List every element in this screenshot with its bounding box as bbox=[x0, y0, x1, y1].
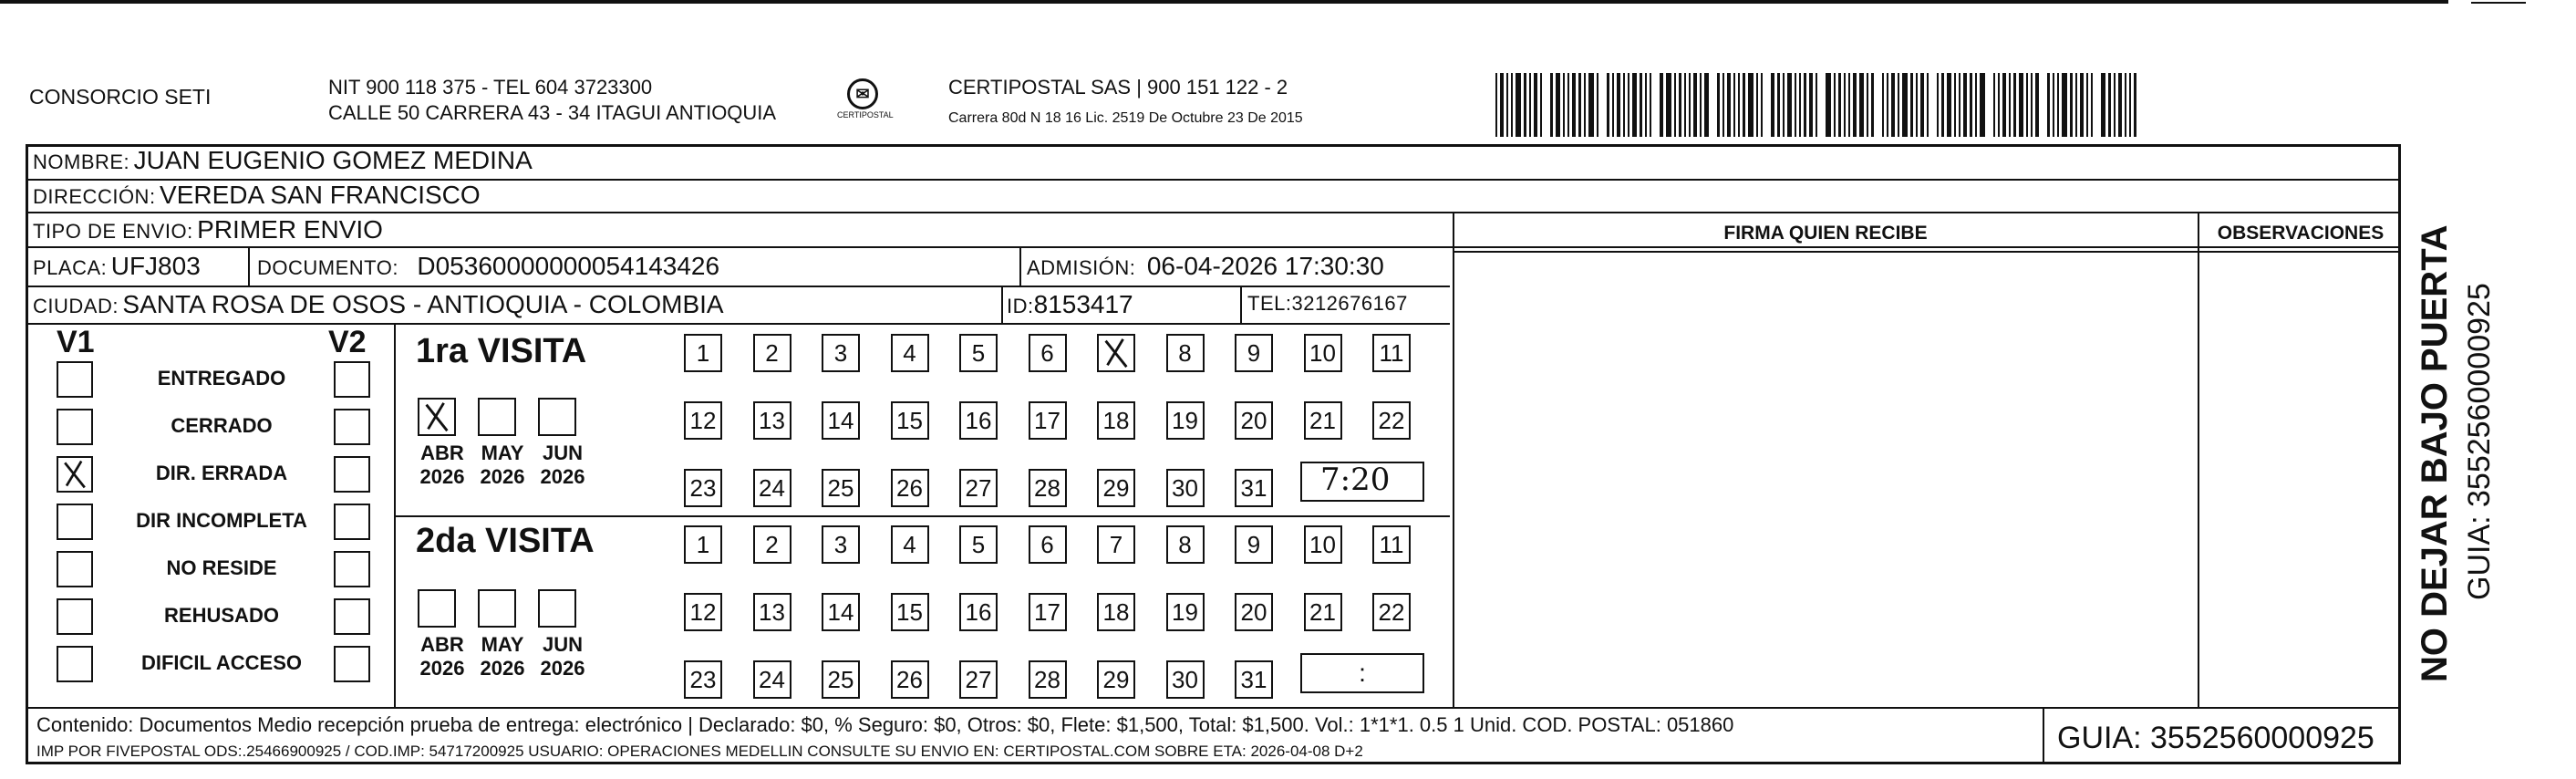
barcode-bar bbox=[1838, 73, 1841, 137]
barcode-bar bbox=[1743, 73, 1745, 137]
visit1-day-box[interactable]: 5 bbox=[959, 334, 998, 372]
tel-value: 3212676167 bbox=[1291, 292, 1408, 315]
barcode-bar bbox=[1748, 73, 1754, 137]
barcode-bar bbox=[1887, 73, 1888, 137]
visit1-day-box[interactable]: 24 bbox=[753, 469, 791, 507]
barcode-bar bbox=[1666, 73, 1671, 137]
barcode-bar bbox=[1607, 73, 1609, 137]
barcode-bar bbox=[1674, 73, 1676, 137]
barcode-bar bbox=[1963, 73, 1967, 137]
barcode-bar bbox=[1980, 73, 1985, 137]
no-dejar-warning: NO DEJAR BAJO PUERTA bbox=[2415, 224, 2455, 682]
visit2-day-box[interactable]: 18 bbox=[1097, 593, 1135, 631]
barcode-bar bbox=[1927, 73, 1929, 137]
barcode-bar bbox=[1733, 73, 1735, 137]
barcode-bar bbox=[1511, 73, 1513, 137]
cell-divider bbox=[248, 246, 250, 286]
barcode-bar bbox=[1771, 73, 1774, 137]
visit1-day-box[interactable]: 4 bbox=[891, 334, 929, 372]
cell-divider bbox=[1019, 246, 1021, 286]
barcode-bar bbox=[1859, 73, 1864, 137]
visit2-day-box[interactable]: 19 bbox=[1166, 593, 1205, 631]
barcode-bar bbox=[2002, 73, 2006, 137]
month-year: 2026 bbox=[419, 657, 465, 680]
visit2-month-checkbox[interactable] bbox=[478, 589, 516, 628]
company-name: CONSORCIO SETI bbox=[29, 85, 212, 109]
month-name: MAY bbox=[481, 441, 524, 464]
barcode-bar bbox=[2075, 73, 2077, 137]
documento-label: DOCUMENTO: bbox=[257, 256, 398, 279]
visit1-day-box[interactable]: 15 bbox=[891, 401, 929, 440]
visit1-day-box[interactable]: 28 bbox=[1029, 469, 1067, 507]
barcode-bar bbox=[1902, 73, 1908, 137]
ciudad-label: CIUDAD: bbox=[33, 295, 119, 317]
visit1-day-box[interactable]: 26 bbox=[891, 469, 929, 507]
status-v2-checkbox[interactable] bbox=[334, 646, 370, 682]
nombre-label: NOMBRE: bbox=[33, 151, 130, 173]
logo-text: CERTIPOSTAL bbox=[837, 110, 894, 119]
certipostal-logo bbox=[837, 78, 894, 130]
barcode-bar bbox=[1689, 73, 1691, 137]
barcode-bar bbox=[1640, 73, 1642, 137]
barcode-bar bbox=[1882, 73, 1884, 137]
visit2-day-box[interactable]: 25 bbox=[822, 660, 860, 699]
barcode-bar bbox=[1970, 73, 1972, 137]
footer-divider bbox=[26, 707, 2401, 709]
barcode-bar bbox=[1572, 73, 1576, 137]
status-v1-checkbox[interactable] bbox=[57, 646, 93, 682]
documento-cell bbox=[257, 252, 719, 281]
cell-divider bbox=[1240, 286, 1242, 323]
id-cell bbox=[1007, 290, 1133, 319]
barcode-bar bbox=[1534, 73, 1537, 137]
visit1-time-value: 7:20 bbox=[1320, 462, 1391, 498]
visit1-day-box[interactable]: 20 bbox=[1235, 401, 1273, 440]
visit1-day-box[interactable]: 11 bbox=[1372, 334, 1411, 372]
observaciones-header: OBSERVACIONES bbox=[2217, 223, 2385, 244]
status-v1-checkbox[interactable] bbox=[57, 456, 93, 493]
barcode-bar bbox=[1506, 73, 1508, 137]
month-year: 2026 bbox=[480, 657, 525, 680]
placa-label: PLACA: bbox=[33, 256, 108, 279]
visit2-day-box[interactable]: 15 bbox=[891, 593, 929, 631]
visit1-day-box[interactable]: 18 bbox=[1097, 401, 1135, 440]
footer-print-info: IMP POR FIVEPOSTAL ODS:.25466900925 / COD.IMP: 54717200925 USUARIO: OPERACIONES MEDELLIN CONSULTE SU ENVIO EN: CERTIPOSTAL.COM SOBRE ETA: 2026-04-08 D+2 bbox=[36, 743, 1363, 760]
visit1-month-checkbox[interactable] bbox=[478, 398, 516, 436]
visit1-day-box[interactable] bbox=[1097, 334, 1135, 372]
visit2-day-box[interactable]: 22 bbox=[1372, 593, 1411, 631]
barcode-bar bbox=[1623, 73, 1625, 137]
barcode-bar bbox=[2091, 73, 2093, 137]
barcode-bar bbox=[1632, 73, 1637, 137]
barcode-bar bbox=[1761, 73, 1763, 137]
direccion-value: VEREDA SAN FRANCISCO bbox=[160, 181, 481, 209]
visit1-day-box[interactable]: 16 bbox=[959, 401, 998, 440]
barcode-bar bbox=[2080, 73, 2084, 137]
visit2-month-checkbox[interactable] bbox=[538, 589, 576, 628]
barcode-bar bbox=[2134, 73, 2136, 137]
documento-value: D05360000000054143426 bbox=[417, 252, 720, 280]
cell-divider bbox=[1001, 286, 1003, 323]
top-border-line bbox=[0, 0, 2448, 4]
visit1-day-box[interactable]: 19 bbox=[1166, 401, 1205, 440]
visit2-title: 2da VISITA bbox=[416, 522, 595, 560]
row-divider bbox=[26, 246, 2401, 248]
barcode-bar bbox=[1516, 73, 1521, 137]
license-line: Carrera 80d N 18 16 Lic. 2519 De Octubre 23 De 2015 bbox=[948, 110, 1303, 126]
status-label: DIR. ERRADA bbox=[155, 462, 288, 484]
barcode-bar bbox=[2118, 73, 2122, 137]
visit2-month-label bbox=[414, 633, 471, 680]
status-label: REHUSADO bbox=[164, 604, 279, 627]
certipostal-line: CERTIPOSTAL SAS | 900 151 122 - 2 bbox=[948, 76, 1288, 99]
status-v2-checkbox[interactable] bbox=[334, 409, 370, 445]
visit1-day-box[interactable]: 9 bbox=[1235, 334, 1273, 372]
barcode-bar bbox=[1650, 73, 1651, 137]
visit2-day-box[interactable]: 29 bbox=[1097, 660, 1135, 699]
barcode-bar bbox=[1584, 73, 1586, 137]
tipo-envio-value: PRIMER ENVIO bbox=[197, 215, 383, 244]
visit2-day-box[interactable]: 17 bbox=[1029, 593, 1067, 631]
barcode-bar bbox=[2108, 73, 2111, 137]
visit1-day-box[interactable]: 23 bbox=[684, 469, 722, 507]
visit2-day-box[interactable]: 24 bbox=[753, 660, 791, 699]
month-name: ABR bbox=[420, 441, 464, 464]
ciudad-cell bbox=[33, 290, 724, 319]
row-divider bbox=[26, 323, 1450, 325]
visit2-day-box[interactable]: 13 bbox=[753, 593, 791, 631]
visit2-day-box[interactable]: 5 bbox=[959, 525, 998, 564]
month-name: JUN bbox=[542, 633, 583, 656]
visit1-day-box[interactable]: 13 bbox=[753, 401, 791, 440]
nombre-row bbox=[33, 146, 533, 175]
barcode-bar bbox=[1588, 73, 1594, 137]
month-year: 2026 bbox=[480, 465, 525, 488]
direccion-label: DIRECCIÓN: bbox=[33, 185, 156, 208]
barcode-bar bbox=[1723, 73, 1724, 137]
visit1-month-checkbox[interactable] bbox=[418, 398, 456, 436]
visit1-day-box[interactable]: 2 bbox=[753, 334, 791, 372]
barcode-bar bbox=[1910, 73, 1913, 137]
barcode-bar bbox=[1993, 73, 1995, 137]
status-label: CERRADO bbox=[171, 414, 273, 437]
barcode-bar bbox=[2009, 73, 2011, 137]
barcode-bar bbox=[1578, 73, 1581, 137]
barcode-bar bbox=[1898, 73, 1899, 137]
visit2-day-box[interactable]: 21 bbox=[1304, 593, 1342, 631]
barcode-bar bbox=[2057, 73, 2059, 137]
barcode-bar bbox=[1524, 73, 1526, 137]
admision-label: ADMISIÓN: bbox=[1027, 256, 1136, 279]
row-divider bbox=[26, 286, 1450, 287]
visit-divider bbox=[394, 515, 1450, 517]
visit2-day-box[interactable]: 31 bbox=[1235, 660, 1273, 699]
status-v1-checkbox[interactable] bbox=[57, 504, 93, 540]
status-v2-checkbox[interactable] bbox=[334, 551, 370, 587]
visit1-month-label bbox=[534, 441, 591, 489]
visit2-day-box[interactable]: 23 bbox=[684, 660, 722, 699]
barcode-bar bbox=[1916, 73, 1918, 137]
barcode-bar bbox=[1947, 73, 1951, 137]
status-v1-checkbox[interactable] bbox=[57, 409, 93, 445]
barcode-bar bbox=[1597, 73, 1598, 137]
visit2-day-box[interactable]: 30 bbox=[1166, 660, 1205, 699]
visit1-day-box[interactable]: 10 bbox=[1304, 334, 1342, 372]
barcode-bar bbox=[1783, 73, 1785, 137]
status-label: NO RESIDE bbox=[166, 556, 277, 579]
barcode-bar bbox=[2053, 73, 2054, 137]
barcode-bar bbox=[1738, 73, 1740, 137]
barcode-bar bbox=[1529, 73, 1531, 137]
month-name: ABR bbox=[420, 633, 464, 656]
visit2-day-box[interactable]: 27 bbox=[959, 660, 998, 699]
visit1-day-box[interactable]: 31 bbox=[1235, 469, 1273, 507]
visit2-month-label bbox=[474, 633, 531, 680]
barcode-bar bbox=[2070, 73, 2073, 137]
status-v2-checkbox[interactable] bbox=[334, 598, 370, 635]
month-year: 2026 bbox=[419, 465, 465, 488]
address-line: CALLE 50 CARRERA 43 - 34 ITAGUI ANTIOQUIA bbox=[328, 101, 777, 124]
signature-left-divider bbox=[1453, 212, 1454, 707]
visit1-day-box[interactable]: 29 bbox=[1097, 469, 1135, 507]
admision-value: 06-04-2026 17:30:30 bbox=[1146, 252, 1384, 280]
barcode-bar bbox=[2019, 73, 2023, 137]
month-year: 2026 bbox=[540, 465, 585, 488]
barcode-bar bbox=[2086, 73, 2088, 137]
barcode-bar bbox=[1660, 73, 1663, 137]
barcode-bar bbox=[1645, 73, 1647, 137]
visit1-day-box[interactable]: 12 bbox=[684, 401, 722, 440]
visit2-day-box[interactable]: 7 bbox=[1097, 525, 1135, 564]
placa-value: UFJ803 bbox=[110, 252, 201, 280]
barcode-bar bbox=[1954, 73, 1956, 137]
visit1-month-label bbox=[414, 441, 471, 489]
visit2-day-box[interactable]: 8 bbox=[1166, 525, 1205, 564]
visit1-day-box[interactable]: 3 bbox=[822, 334, 860, 372]
barcode-bar bbox=[1795, 73, 1796, 137]
barcode-bar bbox=[1563, 73, 1565, 137]
barcode-bar bbox=[1567, 73, 1569, 137]
status-v2-checkbox[interactable] bbox=[334, 504, 370, 540]
visit1-title: 1ra VISITA bbox=[416, 332, 587, 370]
barcode-bar bbox=[2013, 73, 2016, 137]
barcode-bar bbox=[1975, 73, 1977, 137]
visit2-day-box[interactable]: 12 bbox=[684, 593, 722, 631]
status-label: DIFICIL ACCESO bbox=[140, 651, 302, 674]
barcode-bar bbox=[2101, 73, 2105, 137]
barcode-bar bbox=[1787, 73, 1792, 137]
id-label: ID: bbox=[1007, 295, 1034, 317]
footer-guia: GUIA: 3552560000925 bbox=[2057, 721, 2374, 755]
visit2-day-box[interactable]: 2 bbox=[753, 525, 791, 564]
direccion-row bbox=[33, 181, 481, 210]
status-divider bbox=[394, 323, 396, 707]
barcode-bar bbox=[1799, 73, 1801, 137]
barcode-bar bbox=[1495, 73, 1497, 137]
side-guia: GUIA: 3552560000925 bbox=[2462, 283, 2497, 600]
barcode-bar bbox=[1804, 73, 1806, 137]
visit2-day-box[interactable]: 16 bbox=[959, 593, 998, 631]
visit2-day-box[interactable]: 1 bbox=[684, 525, 722, 564]
visit2-month-label bbox=[534, 633, 591, 680]
barcode-bar bbox=[1867, 73, 1868, 137]
visit2-day-box[interactable]: 11 bbox=[1372, 525, 1411, 564]
status-v2-checkbox[interactable] bbox=[334, 361, 370, 398]
month-year: 2026 bbox=[540, 657, 585, 680]
visit2-time-placeholder: : bbox=[1359, 659, 1366, 687]
barcode-bar bbox=[1756, 73, 1758, 137]
id-value: 8153417 bbox=[1033, 290, 1133, 318]
visit2-day-box[interactable]: 20 bbox=[1235, 593, 1273, 631]
tel-cell bbox=[1247, 292, 1408, 316]
visit2-day-box[interactable]: 10 bbox=[1304, 525, 1342, 564]
barcode-bar bbox=[2035, 73, 2039, 137]
tipo-envio-row bbox=[33, 215, 383, 244]
row-divider bbox=[26, 212, 2401, 213]
envelope-icon: ✉ bbox=[847, 78, 878, 109]
top-border-line-right bbox=[2471, 2, 2526, 4]
status-v1-checkbox[interactable] bbox=[57, 551, 93, 587]
barcode-bar bbox=[1891, 73, 1895, 137]
visit1-month-label bbox=[474, 441, 531, 489]
barcode bbox=[1495, 73, 2198, 137]
barcode-bar bbox=[2026, 73, 2028, 137]
visit1-day-box[interactable]: 21 bbox=[1304, 401, 1342, 440]
barcode-bar bbox=[1959, 73, 1960, 137]
barcode-bar bbox=[1998, 73, 2000, 137]
visit2-day-box[interactable]: 14 bbox=[822, 593, 860, 631]
tel-label: TEL: bbox=[1247, 292, 1292, 315]
visit1-month-checkbox[interactable] bbox=[538, 398, 576, 436]
visit1-day-box[interactable]: 30 bbox=[1166, 469, 1205, 507]
visit1-day-box[interactable]: 27 bbox=[959, 469, 998, 507]
month-name: MAY bbox=[481, 633, 524, 656]
visit2-day-box[interactable]: 3 bbox=[822, 525, 860, 564]
barcode-bar bbox=[1834, 73, 1836, 137]
status-v1-checkbox[interactable] bbox=[57, 361, 93, 398]
barcode-bar bbox=[1617, 73, 1620, 137]
observations-left-divider bbox=[2198, 212, 2199, 707]
barcode-bar bbox=[1871, 73, 1874, 137]
barcode-bar bbox=[1777, 73, 1780, 137]
admision-cell bbox=[1027, 252, 1384, 281]
barcode-bar bbox=[1540, 73, 1542, 137]
barcode-bar bbox=[1727, 73, 1731, 137]
status-label: ENTREGADO bbox=[157, 367, 286, 390]
barcode-bar bbox=[1809, 73, 1813, 137]
visit1-day-box[interactable]: 8 bbox=[1166, 334, 1205, 372]
visit2-time-box[interactable] bbox=[1300, 653, 1424, 693]
nombre-value: JUAN EUGENIO GOMEZ MEDINA bbox=[133, 146, 533, 174]
barcode-bar bbox=[1628, 73, 1629, 137]
placa-cell bbox=[33, 252, 201, 281]
visit1-day-box[interactable]: 1 bbox=[684, 334, 722, 372]
status-v1-checkbox[interactable] bbox=[57, 598, 93, 635]
barcode-bar bbox=[1550, 73, 1553, 137]
status-label: DIR INCOMPLETA bbox=[136, 509, 307, 532]
barcode-bar bbox=[1500, 73, 1504, 137]
visit2-day-box[interactable]: 28 bbox=[1029, 660, 1067, 699]
barcode-bar bbox=[1920, 73, 1924, 137]
visit1-day-box[interactable]: 22 bbox=[1372, 401, 1411, 440]
barcode-bar bbox=[2129, 73, 2131, 137]
barcode-bar bbox=[2062, 73, 2067, 137]
status-v2-checkbox[interactable] bbox=[334, 456, 370, 493]
barcode-bar bbox=[1717, 73, 1720, 137]
barcode-bar bbox=[1700, 73, 1702, 137]
visit2-day-box[interactable]: 6 bbox=[1029, 525, 1067, 564]
barcode-bar bbox=[1612, 73, 1614, 137]
footer-guia-divider bbox=[2043, 707, 2044, 764]
nit-line: NIT 900 118 375 - TEL 604 3723300 bbox=[328, 76, 653, 99]
visit1-day-box[interactable]: 17 bbox=[1029, 401, 1067, 440]
firma-header: FIRMA QUIEN RECIBE bbox=[1723, 223, 1928, 244]
barcode-bar bbox=[1848, 73, 1850, 137]
barcode-bar bbox=[2031, 73, 2033, 137]
visit2-day-box[interactable]: 26 bbox=[891, 660, 929, 699]
barcode-bar bbox=[1679, 73, 1681, 137]
barcode-bar bbox=[2114, 73, 2116, 137]
v2-label: V2 bbox=[328, 325, 367, 359]
barcode-bar bbox=[2047, 73, 2050, 137]
barcode-bar bbox=[1853, 73, 1857, 137]
barcode-bar bbox=[1816, 73, 1817, 137]
barcode-bar bbox=[1844, 73, 1846, 137]
visit1-day-box[interactable]: 6 bbox=[1029, 334, 1067, 372]
month-name: JUN bbox=[542, 441, 583, 464]
v1-label: V1 bbox=[57, 325, 95, 359]
visit1-time-box[interactable] bbox=[1300, 462, 1424, 502]
barcode-bar bbox=[1937, 73, 1939, 137]
visit2-month-checkbox[interactable] bbox=[418, 589, 456, 628]
signature-header-divider bbox=[1453, 251, 2401, 253]
barcode-bar bbox=[1704, 73, 1709, 137]
visit1-day-box[interactable]: 25 bbox=[822, 469, 860, 507]
footer-contents: Contenido: Documentos Medio recepción prueba de entrega: electrónico | Declarado: $0, % Seguro: $0, Otros: $0, Flete: $1,500, Total: $1,500. Vol.: 1*1*1. 0.5 1 Unid. COD. POSTAL: 051860 bbox=[36, 713, 1734, 736]
barcode-bar bbox=[1826, 73, 1831, 137]
barcode-bar bbox=[1556, 73, 1560, 137]
tipo-envio-label: TIPO DE ENVIO: bbox=[33, 220, 193, 243]
barcode-bar bbox=[1684, 73, 1686, 137]
barcode-bar bbox=[2125, 73, 2126, 137]
barcode-bar bbox=[1693, 73, 1697, 137]
ciudad-value: SANTA ROSA DE OSOS - ANTIOQUIA - COLOMBIA bbox=[122, 290, 724, 318]
visit2-day-box[interactable]: 4 bbox=[891, 525, 929, 564]
visit1-day-box[interactable]: 14 bbox=[822, 401, 860, 440]
barcode-bar bbox=[1941, 73, 1944, 137]
visit2-day-box[interactable]: 9 bbox=[1235, 525, 1273, 564]
